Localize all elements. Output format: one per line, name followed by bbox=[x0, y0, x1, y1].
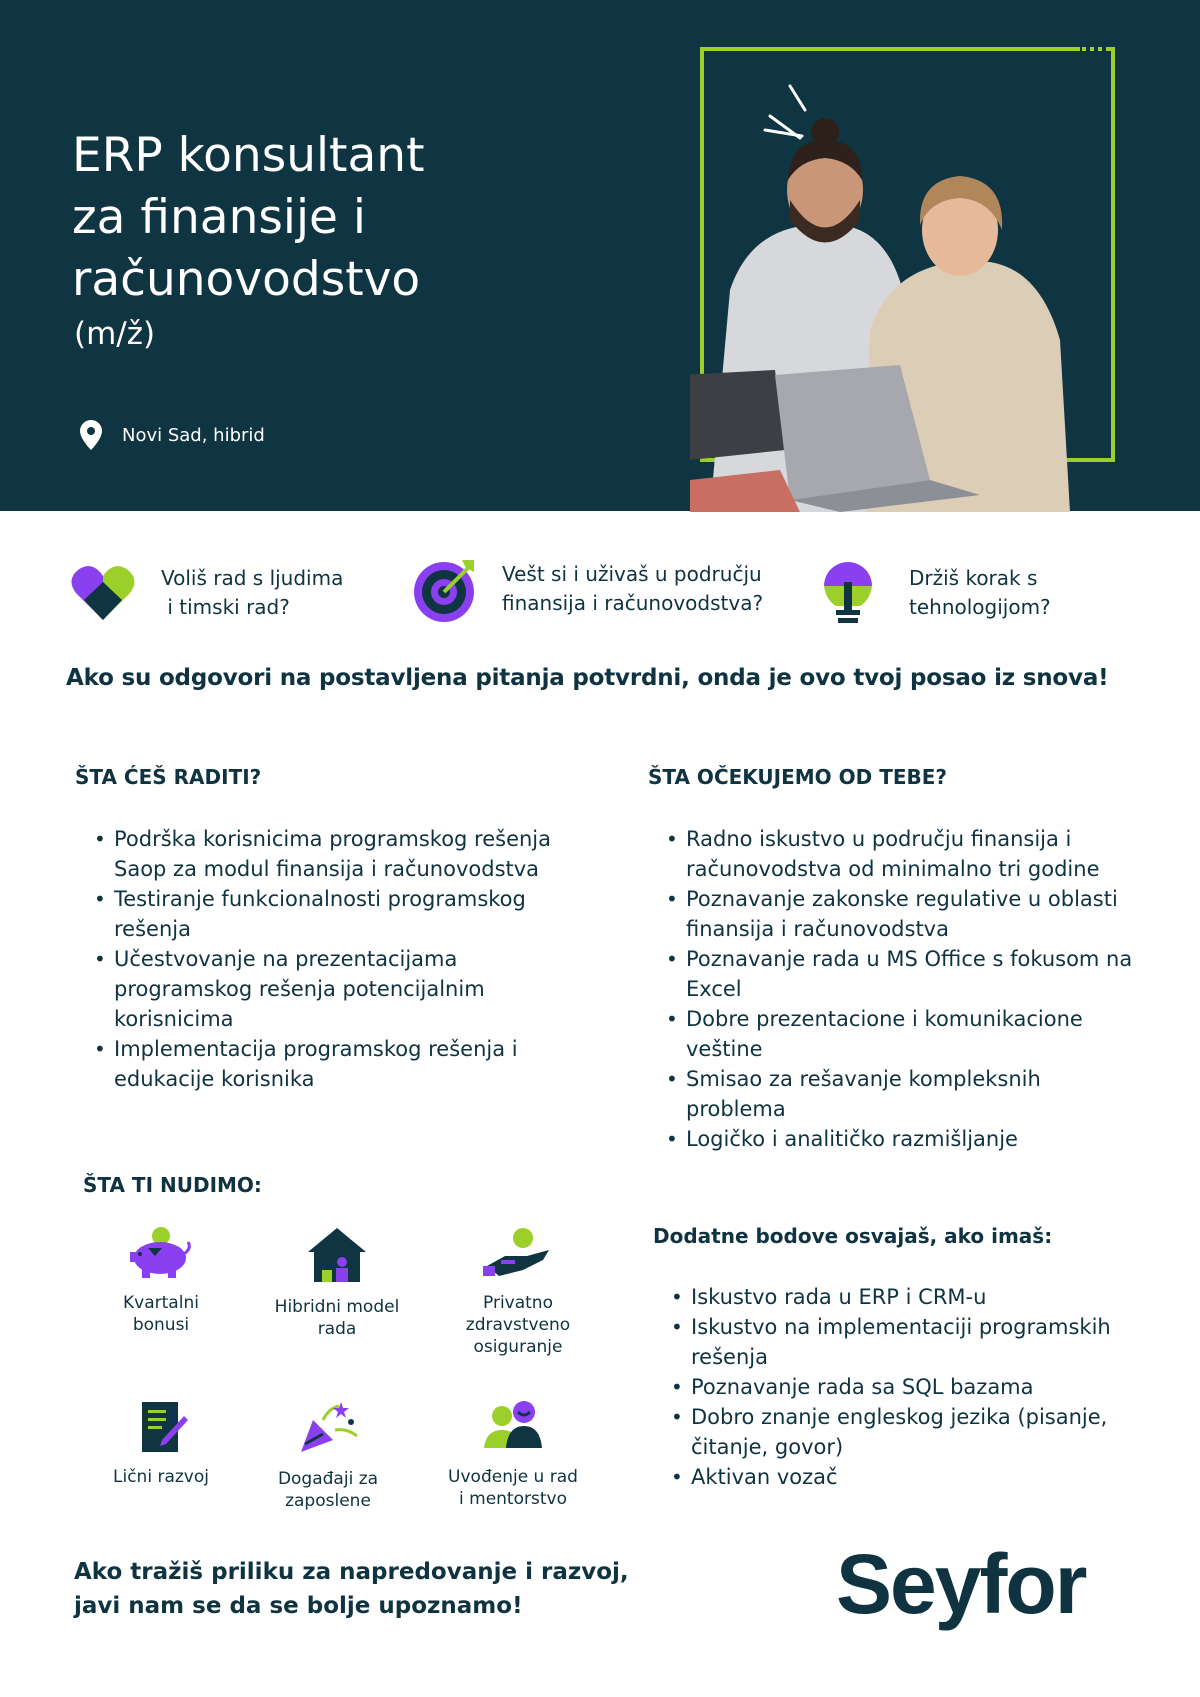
tasks-heading: ŠTA ĆEŠ RADITI? bbox=[75, 765, 262, 789]
question-target bbox=[412, 556, 478, 626]
offer-heading: ŠTA TI NUDIMO: bbox=[83, 1173, 262, 1197]
expectations-heading: ŠTA OČEKUJEMO OD TEBE? bbox=[648, 765, 948, 789]
benefit-line: rada bbox=[317, 1319, 357, 1339]
benefit-line: zaposlene bbox=[285, 1491, 371, 1511]
benefit-line: Uvođenje u rad bbox=[448, 1467, 578, 1487]
question-text bbox=[161, 564, 343, 622]
list-item: • Logičko i analitičko razmišljanje bbox=[656, 1124, 1136, 1154]
tasks-list bbox=[84, 824, 594, 1094]
question-text bbox=[502, 560, 763, 618]
list-item: • Dobro znanje engleskog jezika (pisanje, čitanje, govor) bbox=[661, 1402, 1131, 1462]
list-item: • Učestvovanje na prezentacijama programskog rešenja potencijalnim korisnicima bbox=[84, 944, 594, 1034]
question-text bbox=[909, 564, 1051, 622]
question-line: i timski rad? bbox=[161, 595, 290, 619]
question-line: Držiš korak s bbox=[909, 566, 1038, 590]
question-bulb bbox=[820, 560, 886, 630]
list-item: • Implementacija programskog rešenja i edukacije korisnika bbox=[84, 1034, 594, 1094]
list-item: • Dobre prezentacione i komunikacione veštine bbox=[656, 1004, 1136, 1064]
benefit-growth bbox=[86, 1400, 236, 1488]
party-popper-icon bbox=[295, 1400, 361, 1456]
gender-note: (m/ž) bbox=[74, 316, 156, 352]
question-line: Vešt si i uživaš u području bbox=[502, 562, 762, 586]
closing-line: javi nam se da se bolje upoznamo! bbox=[74, 1593, 523, 1619]
hand-care-icon bbox=[483, 1226, 553, 1280]
heart-icon bbox=[70, 560, 136, 626]
list-item: • Iskustvo na implementaciji programskih rešenja bbox=[661, 1312, 1131, 1372]
list-item: • Poznavanje zakonske regulative u oblasti finansija i računovodstva bbox=[656, 884, 1136, 944]
question-line: tehnologijom? bbox=[909, 595, 1051, 619]
job-title-line: ERP konsultant bbox=[72, 128, 425, 183]
team-photo bbox=[690, 40, 1150, 512]
list-item: • Testiranje funkcionalnosti programskog rešenja bbox=[84, 884, 594, 944]
benefit-line: Privatno bbox=[483, 1293, 553, 1313]
benefit-line: Hibridni model bbox=[274, 1297, 400, 1317]
question-heart bbox=[70, 560, 136, 630]
target-icon bbox=[412, 556, 478, 622]
benefit-line: osiguranje bbox=[473, 1337, 563, 1357]
list-item: • Podrška korisnicima programskog rešenja Saop za modul finansija i računovodstva bbox=[84, 824, 594, 884]
notebook-pen-icon bbox=[132, 1400, 190, 1454]
list-item: • Radno iskustvo u području finansija i računovodstva od minimalno tri godine bbox=[656, 824, 1136, 884]
list-item: • Smisao za rešavanje kompleksnih problema bbox=[656, 1064, 1136, 1124]
benefit-line: bonusi bbox=[132, 1315, 190, 1335]
benefit-line: Događaji za bbox=[277, 1469, 379, 1489]
piggy-bank-icon bbox=[128, 1226, 194, 1280]
job-title-line: za finansije i bbox=[72, 190, 366, 245]
closing-call-to-action bbox=[74, 1555, 629, 1623]
list-item: • Aktivan vozač bbox=[661, 1462, 1131, 1492]
job-title bbox=[72, 125, 425, 311]
list-item: • Poznavanje rada u MS Office s fokusom na Excel bbox=[656, 944, 1136, 1004]
benefit-hybrid bbox=[262, 1226, 412, 1340]
bonus-list bbox=[661, 1282, 1131, 1492]
list-item: • Poznavanje rada sa SQL bazama bbox=[661, 1372, 1131, 1402]
list-item: • Iskustvo rada u ERP i CRM-u bbox=[661, 1282, 1131, 1312]
benefit-line: Kvartalni bbox=[123, 1293, 199, 1313]
map-pin-icon bbox=[80, 420, 102, 450]
question-line: finansija i računovodstva? bbox=[502, 591, 764, 615]
people-icon bbox=[482, 1400, 544, 1454]
question-line: Voliš rad s ljudima bbox=[161, 566, 344, 590]
benefit-line: i mentorstvo bbox=[459, 1489, 567, 1509]
benefit-bonus bbox=[86, 1226, 236, 1336]
house-icon bbox=[304, 1226, 370, 1284]
benefit-events bbox=[253, 1400, 403, 1512]
expectations-list bbox=[656, 824, 1136, 1154]
headline: Ako su odgovori na postavljena pitanja potvrdni, onda je ovo tvoj posao iz snova! bbox=[66, 665, 1109, 691]
benefit-onboarding bbox=[438, 1400, 588, 1510]
benefit-line: zdravstveno bbox=[465, 1315, 571, 1335]
bonus-heading: Dodatne bodove osvajaš, ako imaš: bbox=[653, 1224, 1053, 1248]
lightbulb-icon bbox=[820, 560, 886, 626]
closing-line: Ako tražiš priliku za napredovanje i razvoj, bbox=[74, 1559, 629, 1585]
benefit-insurance bbox=[443, 1226, 593, 1358]
seyfor-logo: Seyfor bbox=[836, 1537, 1086, 1631]
location-text: Novi Sad, hibrid bbox=[122, 424, 265, 446]
job-title-line: računovodstvo bbox=[72, 252, 421, 307]
benefit-line: Lični razvoj bbox=[113, 1467, 209, 1487]
location bbox=[80, 420, 265, 450]
